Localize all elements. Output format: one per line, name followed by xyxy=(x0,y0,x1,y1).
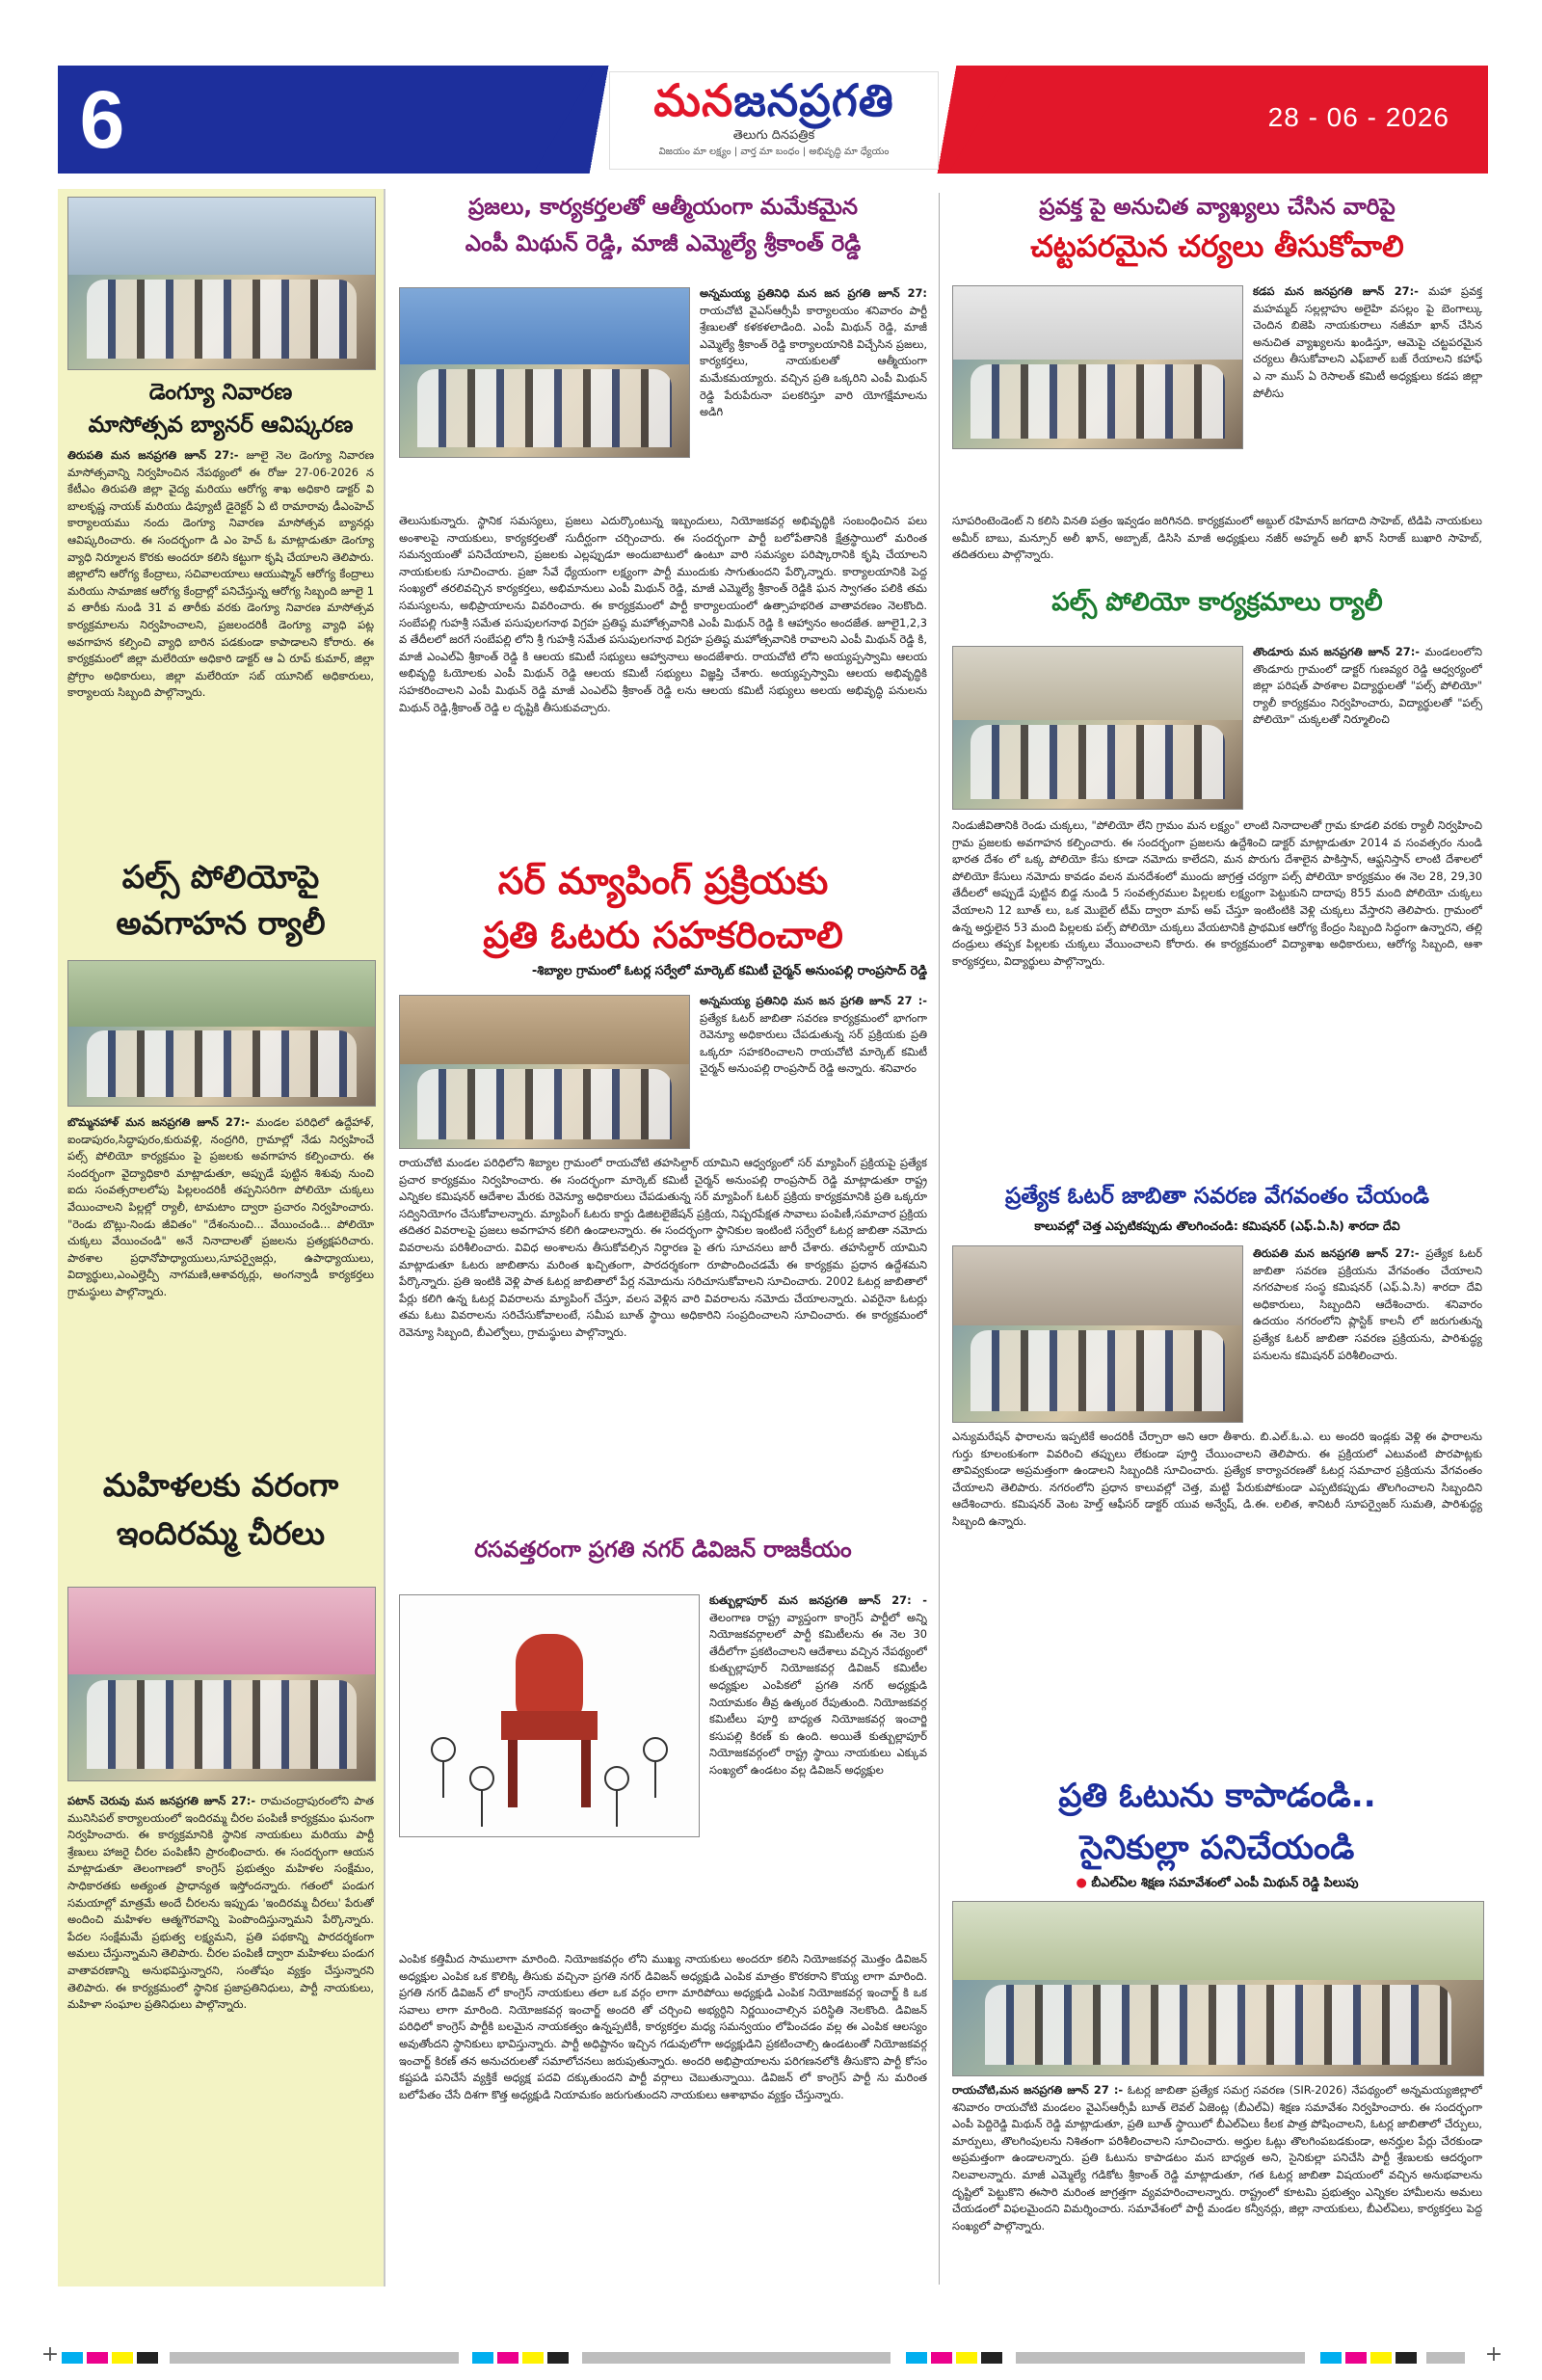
middle-column xyxy=(393,189,933,2286)
logo-title-part1: మన xyxy=(653,74,734,126)
article-body xyxy=(67,1793,374,2263)
article-photo xyxy=(952,1901,1484,2076)
article-body: సూపరింటెండెంట్ ని కలిసి వినతి పత్రం ఇవ్వడం జరిగినది. కార్యక్రమంలో అబ్దుల్ రహిమాన్ జగదాది సాహెబ్, టిడిపి నాయకులు అమీర్ బాబు, మన్సూర్ అలీ ఖాన్, అబ్బాజ్, డిసిసి మాజీ అధ్యక్షులు నజీర్ అహ్మద్ అలీ ఖాన్ సిరాజ్ బుఖారి సాహెబ్, తదితరులు పాల్గొన్నారు. xyxy=(952,514,1482,562)
article-text: జూలై నెల డెంగ్యూ నివారణ మాసోత్సవాన్ని నిర్వహించిన నేపథ్యంలో ఈ రోజు 27-06-2026 న కేటీఎం తిరుపతి జిల్లా వైద్య మరియు ఆరోగ్య శాఖ అధికారి డాక్టర్ వి బాలకృష్ణ నాయక్ మరియు డిప్యూటీ డైరెక్టర్ ఏ టి రామారావు డీఎంహెచ్ కార్యాలయము నందు డెంగ్యూ నివారణ మాసోత్సవ బ్యానర్లు ఆవిష్కరించారు. ఈ సందర్భంగా డి ఎం హెచ్ ఓ మాట్లాడుతూ డెంగ్యూ వ్యాధి నిర్మూలన కొరకు అందరూ కలిసి కట్టుగా కృషి చేయాలని తెలిపారు. జిల్లాలోని ఆరోగ్య కేంద్రాలు, సచివాలయాలు ఆయుష్మాన్ ఆరోగ్య కేంద్రాలు మరియు సామాజిక ఆరోగ్య కేంద్రాల్లో పనిచేస్తున్న ఆరోగ్య సిబ్బంది జూలై 1 వ తారీకు నుండి 31 వ తారీకు వరకు డెంగ్యూ నివారణ మాసోత్సవ కార్యక్రమాలను నిర్వహించాలని, ప్రజలందరికీ డెంగ్యూ వ్యాధి పట్ల అవగాహన కల్పించి వ్యాధి బారిన పడకుండా కాపాడాలని కోరారు. ఈ కార్యక్రమంలో జిల్లా మలేరియా అధికారి డాక్టర్ ఆ ఏ రూప్ కుమార్, జిల్లా ప్రోగ్రాం అధికారులు, జిల్లా మలేరియా సబ్ యూనిట్ అధికారులు, కార్యాలయ సిబ్బంది పాల్గొన్నారు. xyxy=(67,448,374,700)
article-subheadline: -శిబ్యాల గ్రామంలో ఓటర్ల సర్వేలో మార్కెట్ కమిటీ చైర్మన్ అనుంపల్లి రాంప్రసాద్ రెడ్డి xyxy=(531,964,927,978)
masthead xyxy=(58,66,1488,174)
issue-date: 28 - 06 - 2026 xyxy=(1267,102,1449,132)
article-headline: ప్రతి ఓటును కాపాడండి.. xyxy=(1058,1777,1376,1815)
article-text: మహా ప్రవక్త మహమ్మద్ సల్లల్లాహు అలైహి వసల్లం పై బెంగాల్కు చెందిన బిజెపి నాయకురాలు నజీమా ఖాన్ చేసిన అనుచిత వ్యాఖ్యలను ఖండిస్తూ, ఆమెపై చట్టపరమైన చర్యలు తీసుకోవాలని ఎఫ్‌బాల్ బజ్ రేయాలని కహాఫ్ ఎ నా ముస్ ఏ రెసాలత్ కమిటీ అధ్యక్షులు కడప జిల్లా పోలీసు xyxy=(1253,284,1482,400)
article-dateline: తొండూరు మన జనప్రగతి జూన్ 27:- xyxy=(1253,645,1420,658)
article-photo xyxy=(399,287,690,458)
article-polio-rally xyxy=(952,582,1482,968)
article-headline: డెంగ్యూ నివారణ xyxy=(148,380,293,405)
registration-mark-icon: + xyxy=(40,2342,60,2367)
right-column xyxy=(946,189,1488,2286)
article-headline: రసవత్తరంగా ప్రగతి నగర్ డివిజన్ రాజకీయం xyxy=(474,1538,852,1563)
article-body: ఎంపిక కత్తిమీద సాములాగా మారింది. నియోజకవర్గం లోని ముఖ్య నాయకులు అందరూ కలిసి నియోజకవర్గ మొత్తం డివిజన్ అధ్యక్షుల ఎంపిక ఒక కొలిక్కి తీసుకు వచ్చినా ప్రగతి నగర్ డివిజన్ అధ్యక్షుడి ఎంపిక మాత్రం కొరకరాని కొయ్య లాగా మారింది. ప్రగతి నగర్ డివిజన్ లో కాంగ్రెస్ నాయకులు తలా ఒక వర్గం లాగా మారిపోయి అధ్యక్షుడి ఎంపిక నియోజకవర్గ ఇంచార్జ్ కి ఒక సవాలు లాగా మారింది. నియోజకవర్గ ఇంచార్జ్ అందరి తో చర్చించి అభ్యర్ధిని నిర్ణయించాల్సిన పరిస్థితి నెలకొంది. డివిజన్ పరిధిలో కాంగ్రెస్ పార్టీకి బలమైన నాయకత్వం ఉన్నప్పటికీ, కార్యకర్తల మధ్య సమన్వయం లోపించడం వల్ల ఈ ఎంపిక ఆలస్యం అవుతోందని స్థానికులు భావిస్తున్నారు. పార్టీ అధిష్టానం ఇచ్చిన గడువులోగా అధ్యక్షుడిని ప్రకటించాల్సి ఉండటంతో నియోజకవర్గ ఇంచార్జ్ కిరణ్ తన అనుచరులతో సమాలోచనలు జరుపుతున్నారు. అందరి అభిప్రాయాలను పరిగణనలోకి తీసుకొని పార్టీ కోసం కష్టపడి పనిచేసే వ్యక్తికే అధ్యక్ష పదవి దక్కుతుందని పార్టీ వర్గాలు చెబుతున్నాయి. డివిజన్ లో కాంగ్రెస్ పార్టీ ను మరింత బలోపేతం చేసే దిశగా కొత్త అధ్యక్షుడి నియామకం జరుగుతుందని నాయకులు ఆశాభావం వ్యక్తం చేస్తున్నారు. xyxy=(399,1952,927,2101)
article-headline: పల్స్ పోలియోపై xyxy=(121,858,320,896)
logo-subtitle: తెలుగు దినపత్రిక xyxy=(732,128,815,143)
page-number: 6 xyxy=(58,66,146,174)
article-text: మండలంలోని తొండూరు గ్రామంలో డాక్టర్ గుణవ్యర రెడ్డి ఆధ్వర్యంలో జిల్లా పరిషత్ పాఠశాల విద్యార్థులతో "పల్స్ పోలియో" ర్యాలీ కార్యక్రమం నిర్వహించారు, విద్యార్థులతో "పల్స్ పోలియో" చుక్కలతో నిర్మూలించి xyxy=(1253,645,1482,727)
logo-tagline: విజయం మా లక్ష్యం | వార్త మా బంధం | అభివృద్ధి మా ధ్యేయం xyxy=(658,147,890,157)
article-headline: మాసోత్సవ బ్యానర్ ఆవిష్కరణ xyxy=(88,413,354,438)
article-body-top xyxy=(1253,644,1482,814)
article-dateline: పటాన్ చెరువు మన జనప్రగతి జూన్ 27:- xyxy=(67,1794,256,1807)
article-headline: అవగాహన ర్యాలీ xyxy=(116,904,326,942)
article-body-top xyxy=(1253,1245,1482,1425)
article-dengue xyxy=(67,197,374,862)
article-headline: ఎంపీ మిథున్ రెడ్డి, మాజీ ఎమ్మెల్యే శ్రీకాంత్ రెడ్డి xyxy=(465,231,862,256)
throne-cartoon-icon xyxy=(400,1595,699,1836)
article-photo xyxy=(952,1245,1243,1423)
bullet-icon: ● xyxy=(1076,1876,1087,1890)
article-dateline: తిరుపతి మన జనప్రగతి జూన్ 27:- xyxy=(67,448,239,462)
article-text: ప్రత్యేక ఓటర్ జాబితా సవరణ కార్యక్రమంలో భాగంగా రెవెన్యూ అధికారులు చేపడుతున్న సర్ ప్రక్రియకు ప్రతి ఒక్కరూ సహకరించాలని రాయచోటి మార్కెట్ కమిటీ చైర్మన్ అనుంపల్లి రాంప్రసాద్ రెడ్డి అన్నారు. శనివారం xyxy=(700,1010,927,1076)
article-dateline: తిరుపతి మన జనప్రగతి జూన్ 27:- xyxy=(1253,1246,1420,1260)
article-body: రాయచోటి మండల పరిధిలోని శిబ్యాల గ్రామంలో రాయచోటి తహసిల్దార్ యామిని ఆధ్వర్యంలో సర్ మ్యాపింగ్ ప్రక్రియపై ప్రత్యేక ప్రచార కార్యక్రమం నిర్వహించారు. ఈ సందర్భంగా మార్కెట్ కమిటీ చైర్మన్ అనుంపల్లి రాంప్రసాద్ రెడ్డి మాట్లాడుతూ రాష్ట్ర ఎన్నికల కమిషనర్ ఆదేశాల మేరకు రెవెన్యూ అధికారులు చేపడుతున్న సర్ మ్యాపింగ్ ఓటర్ ప్రక్రియ కార్యక్రమానికి ప్రతి ఒక్కరూ సద్వినియోగం చేసుకోవాలన్నారు. మ్యాపింగ్ ఓటరు కార్డు డిజిటలైజేషన్ ప్రక్రియ, నిష్పరపేక్షత సావాలు పంపిణీ,సమాచార ప్రక్రియ తదితర వివరాలపై ప్రజలు అవగాహన కలిగి ఉండాలన్నారు. ఈ సందర్భంగా స్థానికుల ఇంటింటి సర్వేలో ఓటర్ల జాబితా నమోదు వివరాలను పరిశీలించారు. వివిధ అంశాలను తీసుకోవల్సిన నిర్ధారణ పై తగు సూచనలు జారీ చేశారు. తహసిల్దార్ యామిని మాట్లాడుతూ ఓటరు జాబితాను మరింత ఖచ్చితంగా, పారదర్శకంగా రూపొందించడమే ఈ కార్యక్రమ ప్రధాన ఉద్దేశమని పేర్కొన్నారు. ప్రతి ఇంటికి వెళ్లి పాత ఓటర్ల జాబితాలో పేర్ల నమోదును సరిచూసుకోవాలని సూచించారు. 2002 ఓటర్ల జాబితాలో పేర్లు కలిగి ఉన్న ఓటర్ల వివరాలను మ్యాపింగ్ చేస్తూ, వలస వెళ్లిన వారి వివరాలను నమోదు చేయాలన్నారు. ఎవరైనా ఓటర్లు తమ ఓటు వివరాలను సరిచేసుకోవాలంటే, సమీప బూత్ స్థాయి అధికారిని సంప్రదించాలని సూచించారు. ఈ కార్యక్రమంలో రెవెన్యూ సిబ్బంది, బీఎల్వోలు, గ్రామస్థులు పాల్గొన్నారు. xyxy=(399,1156,927,1339)
newspaper-logo xyxy=(609,71,939,170)
article-text: ఓటర్ల జాబితా ప్రత్యేక సమగ్ర సవరణ (SIR-2026) నేపథ్యంలో అన్నమయ్యజిల్లాలో శనివారం రాయచోటి మండలం వైఎస్ఆర్సీపీ బూత్ లెవల్ ఏజెంట్ల (బీఎల్ఏ) శిక్షణ సమావేశం నిర్వహించారు. ఈ సందర్భంగా ఎంపీ పెద్దిరెడ్డి మిథున్ రెడ్డి మాట్లాడుతూ, ప్రతి బూత్ స్థాయిలో బీఎల్ఏలు కీలక పాత్ర పోషించాలని, ఓటర్ల జాబితాలో చేర్పులు, మార్పులు, తొలగింపులను నిశితంగా పరిశీలించాలని సూచించారు. అర్హుల ఓట్లు తొలగింపబడకుండా, అనర్హుల పేర్లు చేరకుండా అప్రమత్తంగా ఉండాలన్నారు. ప్రతి ఓటును కాపాడటం మన బాధ్యత అని, సైనికుల్లా పనిచేసి పార్టీ శ్రేణులకు ఆదర్శంగా నిలవాలన్నారు. మాజీ ఎమ్మెల్యే గడికోట శ్రీకాంత్ రెడ్డి మాట్లాడుతూ, గత ఓటర్ల జాబితా విషయంలో వచ్చిన అనుభవాలను దృష్టిలో పెట్టుకొని ఈసారి మరింత జాగ్రత్తగా వ్యవహరించాలన్నారు. రాష్ట్రంలో కూటమి ప్రభుత్వం ఎన్నికల హామీలను అమలు చేయడంలో విఫలమైందని విమర్శించారు. సమావేశంలో పార్టీ మండల కన్వీనర్లు, జిల్లా నాయకులు, బీఎల్ఏలు, కార్యకర్తలు పెద్ద సంఖ్యలో పాల్గొన్నారు. xyxy=(952,2083,1482,2233)
article-text: రామచంద్రాపురంలోని పాత మునిసిపల్ కార్యాలయంలో ఇందిరమ్మ చీరల పంపిణీ కార్యక్రమం ఘనంగా నిర్వహించారు. ఈ కార్యక్రమానికి స్థానిక నాయకులు మరియు పార్టీ శ్రేణులు హాజరై చీరల పంపిణీని ప్రారంభించారు. ఈ సందర్భంగా ఆయన మాట్లాడుతూ తెలంగాణలో కాంగ్రెస్ ప్రభుత్వం మహిళల సంక్షేమం, సాధికారతకు అత్యంత ప్రాధాన్యత ఇస్తోందన్నారు. గతంలో పండుగ సమయాల్లో మాత్రమే అందే చీరలను ఇప్పుడు 'ఇందిరమ్మ చీరలు' పేరుతో అందించి మహిళల ఆత్మగౌరవాన్ని పెంపొందిస్తున్నామని పేర్కొన్నారు. పేదల సంక్షేమమే ప్రభుత్వ లక్ష్యమని, ప్రతి పథకాన్ని పారదర్శకంగా అమలు చేస్తున్నామని తెలిపారు. చీరల పంపిణీ ద్వారా మహిళలు పండుగ వాతావరణాన్ని అనుభవిస్తున్నారని, సంతోషం వ్యక్తం చేస్తున్నారని తెలిపారు. ఈ కార్యక్రమంలో స్థానిక ప్రజాప్రతినిధులు, పార్టీ నాయకులు, మహిళా సంఘాల ప్రతినిధులు పాల్గొన్నారు. xyxy=(67,1794,374,2012)
article-dateline: రాయచోటి,మన జనప్రగతి జూన్ 27 :- xyxy=(952,2083,1124,2097)
article-pragathi-nagar xyxy=(399,1531,927,2101)
article-dateline: బొమ్మనహాళ్ మన జనప్రగతి జూన్ 27:- xyxy=(67,1115,251,1129)
article-headline: సర్ మ్యాపింగ్ ప్రక్రియకు xyxy=(497,860,829,902)
article-headline: ప్రజలు, కార్యకర్తలతో ఆత్మీయంగా మమేకమైన xyxy=(467,195,859,220)
article-body xyxy=(67,1114,374,1485)
article-body-top xyxy=(700,993,927,1145)
article-text: రాయచోటి వైఎస్ఆర్సీపీ కార్యాలయం శనివారం పార్టీ శ్రేణులతో కళకళలాడింది. ఎంపీ మిథున్ రెడ్డి, మాజీ ఎమ్మెల్యే శ్రీకాంత్ రెడ్డి కార్యాలయానికి విచ్చేసిన ప్రజలు, కార్యకర్తలు, నాయకులతో ఆత్మీయంగా మమేకమయ్యారు. వచ్చిన ప్రతి ఒక్కరిని ఎంపీ మిథున్ రెడ్డి పేరుపేరునా పలకరిస్తూ వారి యోగక్షేమాలను అడిగి xyxy=(700,303,927,419)
left-column xyxy=(58,189,386,2286)
column-divider xyxy=(939,193,940,2285)
article-polio-awareness xyxy=(67,854,374,1485)
article-text: ప్రత్యేక ఓటర్ జాబితా సవరణ ప్రక్రియను వేగవంతం చేయాలని నగరపాలక సంస్థ కమిషనర్ (ఎఫ్.ఏ.సి) శారదా దేవి అధికారులు, సిబ్బందిని ఆదేశించారు. శనివారం ఉదయం నగరంలోని ప్లాస్టిక్ కాలనీ లో జరుగుతున్న ప్రత్యేక ఓటర్ జాబితా సవరణ ప్రక్రియను, పారిశుద్ధ్య పనులను కమిషనర్ పరిశీలించారు. xyxy=(1253,1246,1482,1362)
article-dateline: కుత్బుల్లాపూర్ మన జనప్రగతి జూన్ 27: - xyxy=(709,1593,927,1607)
article-indiramma-sarees xyxy=(67,1461,374,2263)
article-body xyxy=(67,447,374,862)
article-headline: ఇందిరమ్మ చీరలు xyxy=(116,1514,326,1552)
article-headline: మహిళలకు వరంగా xyxy=(102,1466,339,1504)
article-headline: ప్రవక్త పై అనుచిత వ్యాఖ్యలు చేసిన వారిపై xyxy=(1039,195,1396,220)
article-bla-training xyxy=(952,1770,1482,2371)
article-dateline: అన్నమయ్య ప్రతినిధి మన జన ప్రగతి జూన్ 27: xyxy=(700,286,927,300)
registration-mark-icon: + xyxy=(1484,2342,1503,2367)
article-dateline: కడప మన జనప్రగతి జూన్ 27:- xyxy=(1253,284,1419,298)
article-photo xyxy=(67,197,376,370)
article-text: మండల పరిధిలో ఉద్దేహాళ్, ఐండాపురం,సిద్ధాపురం,కురువళ్లి, నంద్రగిరి, గ్రామాల్లో నేడు నిర్వహించే పల్స్ పోలియో కార్యక్రమం పై ప్రజలకు అవగాహన కల్పించారు. ఈ సందర్భంగా వైద్యాధికారి మాట్లాడుతూ, అప్పుడే పుట్టిన శిశువు నుంచి ఐదు సంవత్సరాలలోపు పిల్లలందరికీ తప్పనిసరిగా పోలియో చుక్కలు వేయించాలని పిల్లల్లో ర్యాలీ, టామటాం ద్వారా ప్రచారం నిర్వహించారు. "రెండు బొట్లు-నిండు జీవితం" "దేశంనుంచి... వేయించండి... పోలియో చుక్కలు వేయించండి" అనే నినాదాలతో ప్రజలను ప్రత్యక్షపరిచారు. పాఠశాల ప్రధానోపాధ్యాయులు,సూపర్వైజర్లు, ఉపాధ్యాయులు, విద్యార్థులు,ఎంఎల్హెచ్పీ నాగమణి,ఆశావర్కర్లు, అంగన్వాడీ కార్యకర్తలు గ్రామస్థులు పాల్గొన్నారు. xyxy=(67,1115,374,1298)
article-photo xyxy=(952,646,1243,810)
article-subheadline-text: బీఎల్ఏల శిక్షణ సమావేశంలో ఎంపీ మిథున్ రెడ్డి పిలుపు xyxy=(1091,1876,1359,1890)
article-headline: పల్స్ పోలియో కార్యక్రమాలు ర్యాలీ xyxy=(1051,588,1383,617)
article-body: నిండుజీవితానికి రెండు చుక్కలు, "పోలియో లేని గ్రామం మన లక్ష్యం" లాంటి నినాదాలతో గ్రామ కూడలి వరకు ర్యాలీ నిర్వహించి గ్రామ ప్రజలకు అవగాహన కల్పించారు. ఈ సందర్భంగా ప్రజలను ఉద్దేశించి డాక్టర్ మాట్లాడుతూ 2014 వ సంవత్సరం నుండి భారత దేశం లో ఒక్క పోలియో కేసు కూడా నమోదు కాలేదని, మన పొరుగు దేశాలైన పాకిస్తాన్, ఆఫ్ఘనిస్తాన్ లాంటి దేశాలలో పోలియో కేసులు నమోదు కావడం వలన మనదేశంలో ముందు జాగ్రత్త చర్యగా పల్స్ పోలియో కార్యక్రమం ఈ నెల 28, 29,30 తేదీలలో అప్పుడే పుట్టిన బిడ్డ నుండి 5 సంవత్సరముల పిల్లలకు లక్ష్యంగా పెట్టుకుని దాదాపు 855 మంది పోలియో చుక్కలు వేయాలని 12 బూత్ లు, ఒక మొబైల్ టీమ్ ద్వారా మాప్ అప్ చేస్తూ ఇంటింటికి వెళ్లి చుక్కలు వేస్తారని తెలిపారు. గ్రామంలో ఉన్న అర్హులైన 53 మంది పిల్లలకు పల్స్ పోలియో చుక్కలు వేయటానికి ప్రాథమిక ఆరోగ్య కేంద్రం సిబ్బంది సిద్ధంగా ఉన్నారని, తల్లి దండ్రులు తప్పక పిల్లలకు చుక్కలు వేయించాలని కోరారు. ఈ కార్యక్రమంలో విద్యాశాఖ అధికారులు, ఆరోగ్య సిబ్బంది, ఆశా కార్యకర్తలు, విద్యార్థులు పాల్గొన్నారు. xyxy=(952,818,1482,968)
article-headline: చట్టపరమైన చర్యలు తీసుకోవాలి xyxy=(1030,229,1404,264)
article-body xyxy=(952,2082,1482,2371)
article-photo xyxy=(67,960,376,1107)
article-subheadline xyxy=(952,1876,1482,1893)
article-photo xyxy=(399,995,690,1149)
article-headline: సైనికుల్లా పనిచేయండి xyxy=(1079,1829,1355,1867)
article-headline: ప్రతి ఓటరు సహకరించాలి xyxy=(483,914,843,956)
article-headline: ప్రత్యేక ఓటర్ జాబితా సవరణ వేగవంతం చేయండి xyxy=(1004,1184,1430,1209)
article-body-top xyxy=(709,1592,927,1941)
article-subheadline: కాలువల్లో చెత్త ఎప్పటికప్పుడు తొలగించండి: కమిషనర్ (ఎఫ్.ఏ.సి) శారదా దేవి xyxy=(1034,1218,1400,1233)
print-color-bar xyxy=(0,2350,1542,2366)
article-cartoon xyxy=(399,1594,700,1837)
article-body-top xyxy=(1253,283,1482,519)
article-voter-list-revision xyxy=(952,1176,1482,1528)
article-dateline: అన్నమయ్య ప్రతినిధి మన జన ప్రగతి జూన్ 27 :- xyxy=(700,994,927,1007)
article-photo xyxy=(67,1587,376,1781)
logo-title xyxy=(610,72,938,128)
article-body: తెలుసుకున్నారు. స్థానిక సమస్యలు, ప్రజలు ఎదుర్కొంటున్న ఇబ్బందులు, నియోజకవర్గ అభివృద్ధికి సంబంధించిన పలు అంశాలపై నాయకులు, కార్యకర్తలతో సుదీర్ఘంగా చర్చించారు. ఈ సందర్భంగా పార్టీ బలోపేతానికి క్షేత్రస్థాయిలో మరింత సమన్వయంతో పనిచేయాలని, ప్రజలకు ఎల్లప్పుడూ అందుబాటులో ఉంటూ వారి సమస్యల పరిష్కారానికి కృషి చేయాలని నాయకులకు సూచించారు. ప్రజా సేవే ధ్యేయంగా లక్ష్యంగా పార్టీ ముందుకు సాగుతుందని పేర్కొన్నారు. కార్యాలయానికి పెద్ద సంఖ్యలో తరలివచ్చిన కార్యకర్తలు, అభిమానులు ఎంపీ మిథున్ రెడ్డి, మాజీ ఎమ్మెల్యే శ్రీకాంత్ రెడ్డికి ఘన స్వాగతం పలికి తమ సమస్యలను, అభిప్రాయాలను వివరించారు. ఈ కార్యక్రమంలో పార్టీ కార్యాలయంలో ఉత్సాహభరిత వాతావరణం నెలకొంది. సంబేపల్లి గుహశ్రీ సమేత పసుపులగనాథ విగ్రహ ప్రతిష్ఠ మహోత్సవానికి ఎంపీ మిథున్ రెడ్డి కి ఆహ్వానం అందజేత. జూలై1,2,3 వ తేదీలలో జరగే సంబేపల్లి లోని శ్రీ గుహశ్రీ సమేత పసుపులగనాథ విగ్రహ ప్రతిష్ఠ మహోత్సవానికి రావాలని ఎంపీ మిథున్ రెడ్డి కి, మాజీ ఎంఎల్ఏ శ్రీకాంత్ రెడ్డి కి ఆలయ కమిటీ సభ్యులు ఆహ్వానాలు అందజేశారు. రాయచోటి లోని అయ్యప్పస్వామి ఆలయ అభివృద్ధి ఓయోలకు ఎంపీ మిథున్ రెడ్డి ఆలయ కమిటీ సభ్యులు విజ్ఞప్తి చేశారు. అయ్యప్పస్వామి ఆలయ అభివృద్ధికి సహకరించాలని ఎంపీ మిథున్ రెడ్డి మాజీ ఎంఎల్ఏ శ్రీకాంత్ రెడ్డి లను ఆలయ కమిటీ సభ్యులు అలయ అభివృద్ధి పనులను మిథున్ రెడ్డి,శ్రీకాంత్ రెడ్డి ల దృష్టికి తీసుకువచ్చారు. xyxy=(399,514,927,714)
article-photo xyxy=(952,285,1243,449)
logo-title-part2: జనప్రగతి xyxy=(733,74,894,126)
article-sir-mapping xyxy=(399,854,927,1339)
article-text: తెలంగాణ రాష్ట్ర వ్యాప్తంగా కాంగ్రెస్ పార్టీలో అన్ని నియోజకవర్గాలలో పార్టీ కమిటీలను ఈ నెల 30 తేదీలోగా ప్రకటించాలని ఆదేశాలు వచ్చిన నేపథ్యంలో కుత్బుల్లాపూర్ నియోజకవర్గ డివిజన్ కమిటీల అధ్యక్షుల ఎంపికలో ప్రగతి నగర్ అధ్యక్షుడి నియామకం తీవ్ర ఉత్కంఠ రేపుతుంది. నియోజకవర్గ కమిటీలు పూర్తి బాధ్యత నియోజకవర్గ ఇంచార్జి కసుపల్లి కిరణ్ కు ఉంది. అయితే కుత్బుల్లాపూర్ నియోజకవర్గంలో రాష్ట్ర స్థాయి నాయకులు ఎక్కువ సంఖ్యలో ఉండటం వల్ల డివిజన్ అధ్యక్షుల xyxy=(709,1610,927,1777)
article-body: ఎన్యుమరేషన్ ఫారాలను ఇప్పటికే అందరికీ చేర్చారా అని ఆరా తీశారు. బి.ఎల్.ఓ.ఎ. లు అందరి ఇండ్లకు వెళ్లి ఈ ఫారాలను గుర్తు కూలంకుశంగా వివరించి తప్పులు లేకుండా పూర్తి చేయించాలని తెలిపారు. ఈ ప్రక్రియలో ఎటువంటి పొరపాట్లకు తావివ్వకుండా అప్రమత్తంగా ఉండాలని సిబ్బందికి సూచించారు. ప్రత్యేక కార్యాచరణతో ఓటర్ల సమాచార ప్రక్రియను వేగవంతం చేయాలని తెలిపారు. నగరంలోని ప్రధాన కాలువల్లో చెత్త, మట్టి పేరుకుపోకుండా ఎప్పటికప్పుడు తొలగించాలని సిబ్బందిని ఆదేశించారు. కమిషనర్ వెంట హెల్త్ ఆఫీసర్ డాక్టర్ యువ అన్వేష్, డి.ఈ. లలిత, శానిటరీ సూపర్వైజర్ సుమతి, పారిశుద్ధ్య సిబ్బంది ఉన్నారు. xyxy=(952,1430,1482,1528)
article-prophet-remarks xyxy=(952,189,1482,562)
article-mithun-reddy-office xyxy=(399,189,927,714)
